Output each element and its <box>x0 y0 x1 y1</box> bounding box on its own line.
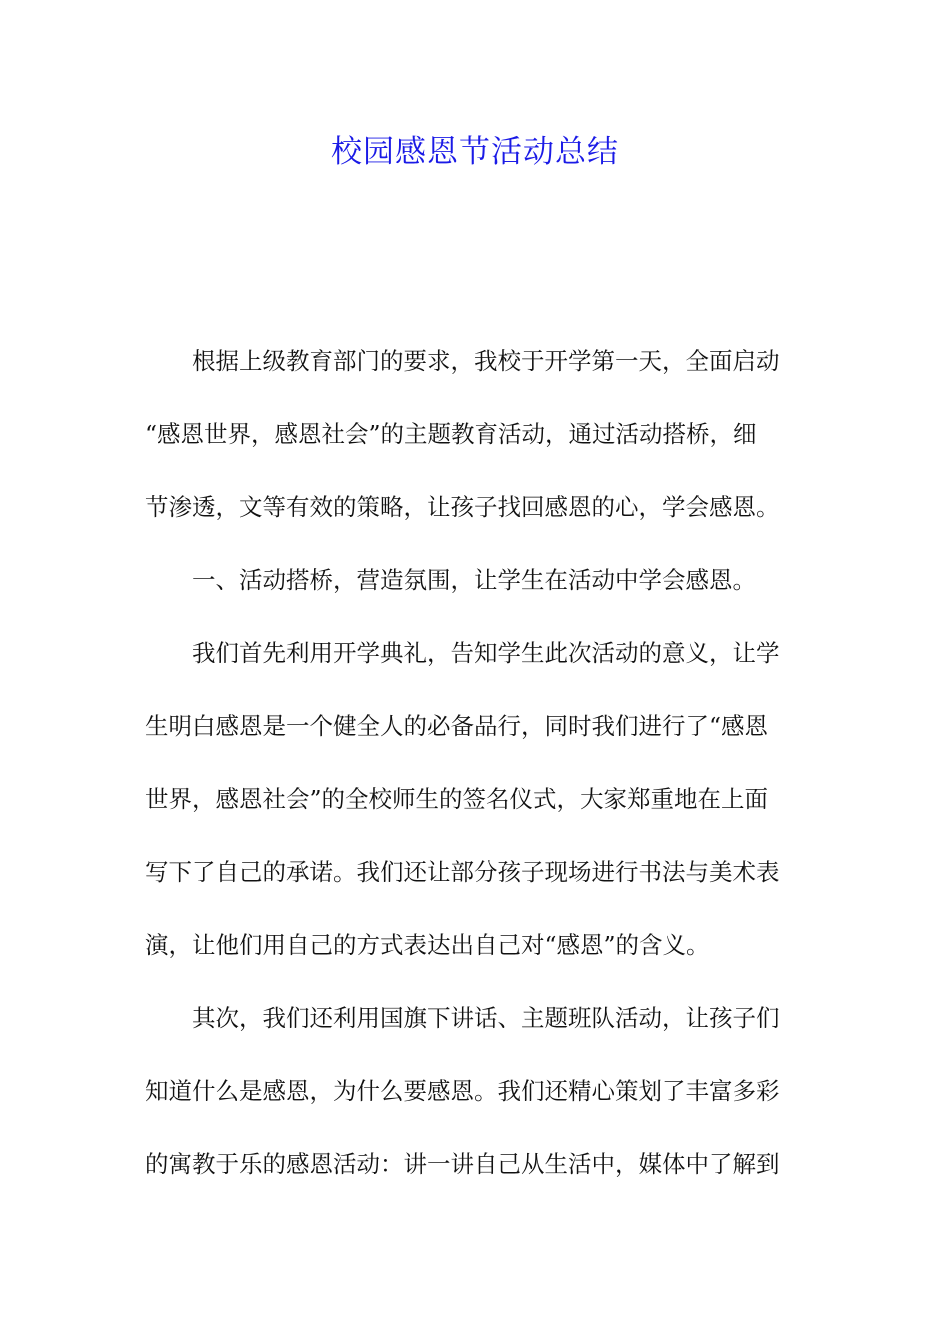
body-line: 知道什么是感恩，为什么要感恩。我们还精心策划了丰富多彩 <box>145 1077 780 1105</box>
body-line: 其次，我们还利用国旗下讲话、主题班队活动，让孩子们 <box>145 1004 780 1032</box>
body-line: 一、活动搭桥，营造氛围，让学生在活动中学会感恩。 <box>145 566 756 594</box>
body-line: 生明白感恩是一个健全人的必备品行，同时我们进行了“感恩 <box>145 712 769 740</box>
body-line: 演，让他们用自己的方式表达出自己对“感恩”的含义。 <box>145 931 710 959</box>
body-line: 我们首先利用开学典礼，告知学生此次活动的意义，让学 <box>145 639 780 667</box>
body-line: 的寓教于乐的感恩活动：讲一讲自己从生活中，媒体中了解到 <box>145 1150 780 1178</box>
body-line: “感恩世界，感恩社会”的主题教育活动，通过活动搭桥，细 <box>145 420 757 448</box>
body-line: 节渗透，文等有效的策略，让孩子找回感恩的心，学会感恩。 <box>145 493 780 521</box>
body-line: 根据上级教育部门的要求，我校于开学第一天，全面启动 <box>145 347 780 375</box>
document-title: 校园感恩节活动总结 <box>331 134 619 170</box>
body-line: 世界，感恩社会”的全校师生的签名仪式，大家郑重地在上面 <box>145 785 769 813</box>
document-body <box>145 336 805 1212</box>
body-line: 写下了自己的承诺。我们还让部分孩子现场进行书法与美术表 <box>145 858 780 886</box>
